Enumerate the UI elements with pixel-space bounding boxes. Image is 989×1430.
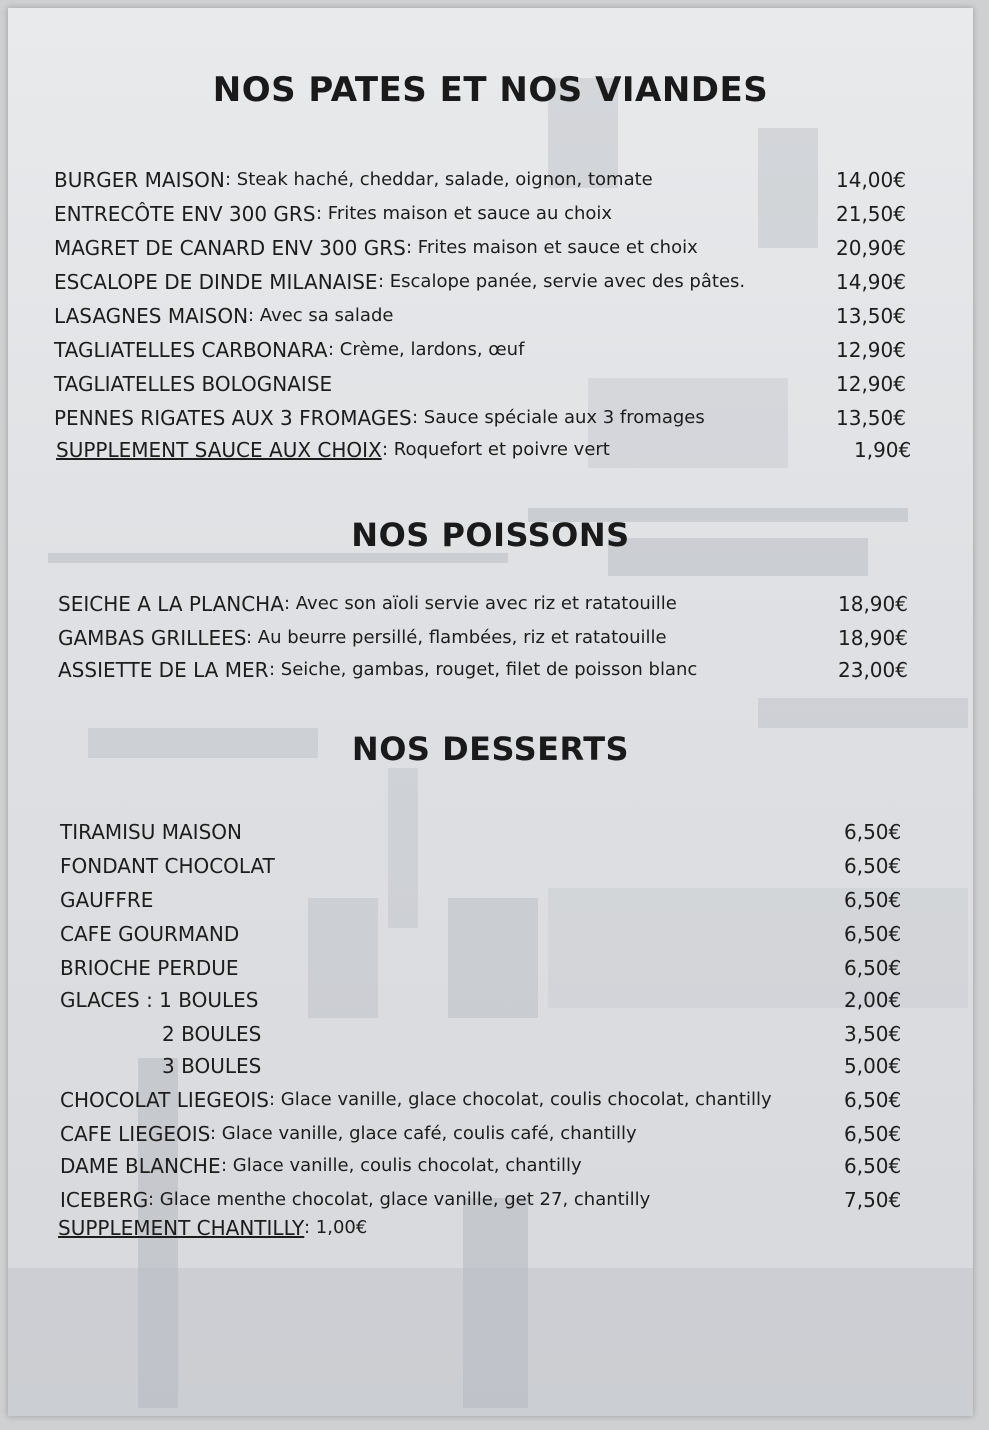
menu-item	[8, 1088, 973, 1118]
menu-item	[8, 304, 973, 334]
menu-item-name: TAGLIATELLES CARBONARA	[54, 338, 328, 362]
menu-item-description: : Glace vanille, glace chocolat, coulis chocolat, chantilly	[269, 1089, 772, 1110]
menu-item	[8, 854, 973, 884]
menu-item-price: 21,50€	[836, 202, 906, 226]
menu-item-price: 6,50€	[844, 1154, 902, 1178]
menu-item-price: 2,00€	[844, 988, 902, 1012]
menu-item-description: : Glace menthe chocolat, glace vanille, get 27, chantilly	[148, 1189, 651, 1210]
menu-item-description: : Glace vanille, glace café, coulis café, chantilly	[210, 1123, 637, 1144]
menu-item-name: FONDANT CHOCOLAT	[60, 854, 275, 878]
menu-item-price: 13,50€	[836, 304, 906, 328]
menu-item-name: CAFE LIEGEOIS	[60, 1122, 211, 1146]
menu-item-description: : Frites maison et sauce au choix	[316, 203, 613, 224]
section-title-poissons: NOS POISSONS	[351, 516, 630, 554]
menu-item	[8, 988, 973, 1018]
menu-item-name: SEICHE A LA PLANCHA	[58, 592, 284, 616]
menu-item-name: BRIOCHE PERDUE	[60, 956, 239, 980]
menu-item	[8, 1216, 973, 1246]
menu-item	[8, 820, 973, 850]
menu-item-price: 3,50€	[844, 1022, 902, 1046]
menu-item-name: ESCALOPE DE DINDE MILANAISE	[54, 270, 378, 294]
menu-item	[8, 168, 973, 198]
menu-item	[8, 236, 973, 266]
menu-item-name: 3 BOULES	[162, 1054, 262, 1078]
menu-item-name: LASAGNES MAISON	[54, 304, 249, 328]
menu-item	[8, 888, 973, 918]
menu-item-name: SUPPLEMENT SAUCE AUX CHOIX	[56, 438, 382, 462]
menu-item	[8, 1188, 973, 1218]
menu-item-price: 6,50€	[844, 1088, 902, 1112]
menu-item-price: 5,00€	[844, 1054, 902, 1078]
menu-item-name: SUPPLEMENT CHANTILLY	[58, 1216, 305, 1240]
menu-item-price: 13,50€	[836, 406, 906, 430]
menu-item-name: GAMBAS GRILLEES	[58, 626, 247, 650]
menu-item-name: ASSIETTE DE LA MER	[58, 658, 269, 682]
menu-item-price: 14,90€	[836, 270, 906, 294]
menu-item-name: ICEBERG	[60, 1188, 149, 1212]
menu-item	[8, 922, 973, 952]
menu-item	[8, 626, 973, 656]
menu-item-price: 7,50€	[844, 1188, 902, 1212]
section-title-desserts: NOS DESSERTS	[351, 730, 630, 768]
menu-item-price: 20,90€	[836, 236, 906, 260]
menu-item-price: 6,50€	[844, 820, 902, 844]
menu-item-name: CHOCOLAT LIEGEOIS	[60, 1088, 269, 1112]
menu-item-name: PENNES RIGATES AUX 3 FROMAGES	[54, 406, 412, 430]
menu-item-name: 2 BOULES	[162, 1022, 262, 1046]
menu-item-name: TIRAMISU MAISON	[60, 820, 242, 844]
menu-item-name: GAUFFRE	[60, 888, 154, 912]
menu-item-price: 18,90€	[838, 592, 908, 616]
menu-item-name: TAGLIATELLES BOLOGNAISE	[54, 372, 333, 396]
menu-item-description: : Crème, lardons, œuf	[328, 339, 525, 360]
menu-item-name: CAFE GOURMAND	[60, 922, 240, 946]
menu-item	[8, 438, 973, 468]
menu-sheet	[8, 8, 973, 1416]
menu-item-price: 12,90€	[836, 372, 906, 396]
menu-item-price: 6,50€	[844, 888, 902, 912]
menu-item-description: : Steak haché, cheddar, salade, oignon, tomate	[225, 169, 653, 190]
menu-item-price: 1,90€	[854, 438, 912, 462]
menu-item-description: : Glace vanille, coulis chocolat, chantilly	[221, 1155, 582, 1176]
menu-item	[8, 202, 973, 232]
menu-item	[8, 338, 973, 368]
menu-item-price: 12,90€	[836, 338, 906, 362]
menu-item-description: : Frites maison et sauce et choix	[406, 237, 698, 258]
menu-item-price: 6,50€	[844, 922, 902, 946]
section-title-pates-viandes: NOS PATES ET NOS VIANDES	[212, 70, 769, 110]
menu-item	[8, 1122, 973, 1152]
menu-item-name: BURGER MAISON	[54, 168, 225, 192]
menu-item-description: : Au beurre persillé, flambées, riz et ratatouille	[246, 627, 667, 648]
menu-item-price: 6,50€	[844, 956, 902, 980]
menu-item-name: ENTRECÔTE ENV 300 GRS	[54, 202, 316, 226]
menu-item-name: MAGRET DE CANARD ENV 300 GRS	[54, 236, 406, 260]
menu-item	[8, 270, 973, 300]
menu-item-description: : 1,00€	[304, 1217, 368, 1238]
menu-item	[8, 372, 973, 402]
menu-item	[8, 1054, 973, 1084]
menu-item	[8, 406, 973, 436]
menu-item	[8, 658, 973, 688]
menu-item-name: DAME BLANCHE	[60, 1154, 221, 1178]
menu-item-price: 23,00€	[838, 658, 908, 682]
menu-item-name: GLACES : 1 BOULES	[60, 988, 259, 1012]
menu-item-description: : Seiche, gambas, rouget, filet de poisson blanc	[269, 659, 698, 680]
menu-item-price: 14,00€	[836, 168, 906, 192]
menu-item-description: : Escalope panée, servie avec des pâtes.	[378, 271, 746, 292]
menu-item-description: : Roquefort et poivre vert	[382, 439, 610, 460]
menu-item-description: : Avec sa salade	[248, 305, 394, 326]
menu-item	[8, 1154, 973, 1184]
menu-item	[8, 592, 973, 622]
menu-item-description: : Avec son aïoli servie avec riz et ratatouille	[284, 593, 677, 614]
menu-item	[8, 1022, 973, 1052]
menu-item	[8, 956, 973, 986]
menu-item-price: 6,50€	[844, 854, 902, 878]
menu-item-price: 18,90€	[838, 626, 908, 650]
menu-item-description: : Sauce spéciale aux 3 fromages	[412, 407, 705, 428]
menu-item-price: 6,50€	[844, 1122, 902, 1146]
